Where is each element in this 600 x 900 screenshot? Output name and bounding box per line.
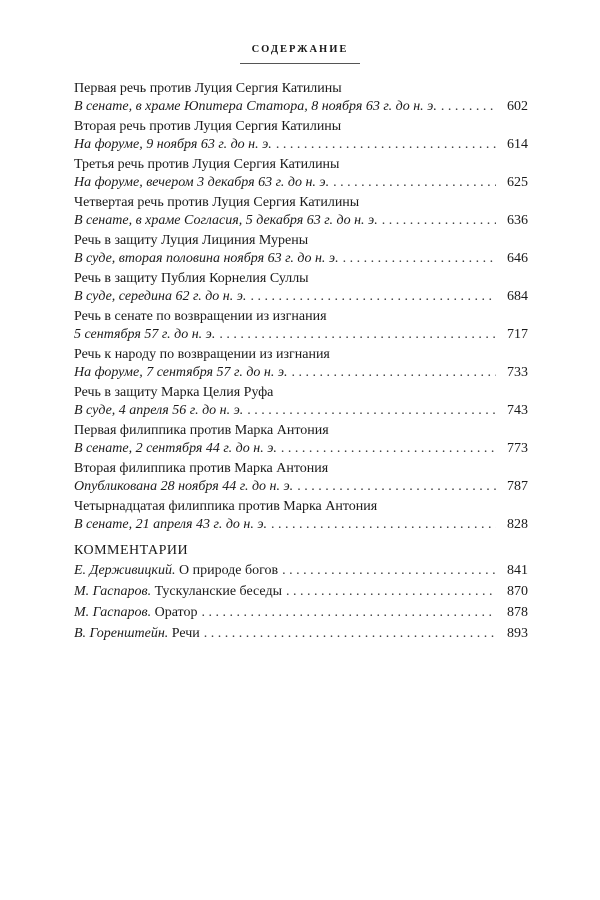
toc-entry [74,194,528,230]
comment-entry [74,583,528,601]
dot-leader [282,562,496,580]
dot-leader [441,98,496,116]
comment-author: М. Гаспаров. [74,584,152,599]
comment-entry [74,604,528,622]
speech-subtitle-line [74,364,528,382]
speech-title: Речь в защиту Марка Целия Руфа [74,385,274,400]
comment-author: Е. Держивицкий. [74,563,176,578]
speech-subtitle-line [74,326,528,344]
dot-leader [219,326,496,344]
comment-text [74,562,278,580]
dot-leader [281,440,496,458]
toc-entry [74,498,528,534]
speech-subtitle: Опубликована 28 ноября 44 г. до н. э. [74,479,294,494]
speech-title: Вторая речь против Луция Сергия Катилины [74,119,342,134]
dot-leader [297,478,496,496]
speech-title: Третья речь против Луция Сергия Катилины [74,157,340,172]
speech-subtitle: В сенате, в храме Юпитера Статора, 8 ноября 63 г. до н. э. [74,99,437,114]
speech-subtitle-line [74,402,528,420]
comments-toc [74,562,528,646]
title-rule [240,63,360,64]
comments-heading: КОММЕНТАРИИ [74,543,189,558]
toc-entry [74,384,528,420]
speech-subtitle: В сенате, 2 сентября 44 г. до н. э. [74,441,277,456]
toc-entry [74,460,528,496]
speech-subtitle: В сенате, в храме Согласия, 5 декабря 63 г. до н. э. [74,213,378,228]
page-number: 614 [507,137,528,152]
comment-text [74,604,197,622]
comment-author: В. Горенштейн. [74,626,169,641]
running-title: СОДЕРЖАНИЕ [251,44,349,55]
speech-subtitle-line [74,440,528,458]
comment-title: Оратор [151,605,198,620]
page-number: 743 [507,403,528,418]
speech-subtitle-line [74,174,528,192]
speech-subtitle: На форуме, 7 сентября 57 г. до н. э. [74,365,288,380]
toc-entry [74,308,528,344]
dot-leader [247,402,496,420]
page-number: 773 [507,441,528,456]
dot-leader [250,288,496,306]
speech-subtitle: В суде, вторая половина ноября 63 г. до н. э. [74,251,339,266]
page-number: 717 [507,327,528,342]
comment-entry [74,562,528,580]
page-number: 684 [507,289,528,304]
speech-title: Речь в защиту Публия Корнелия Суллы [74,271,309,286]
speech-title: Речь в сенате по возвращении из изгнания [74,309,327,324]
page-number: 828 [507,517,528,532]
speech-title: Вторая филиппика против Марка Антония [74,461,329,476]
speech-subtitle-line [74,212,528,230]
dot-leader [271,516,496,534]
speech-subtitle: На форуме, 9 ноября 63 г. до н. э. [74,137,272,152]
comment-title: Тускуланские беседы [151,584,282,599]
speech-title: Четырнадцатая филиппика против Марка Антония [74,499,378,514]
page-number: 893 [507,626,528,641]
page-number: 636 [507,213,528,228]
toc-entry [74,346,528,382]
speech-subtitle-line [74,250,528,268]
speech-subtitle: В суде, середина 62 г. до н. э. [74,289,247,304]
speech-title: Речь к народу по возвращении из изгнания [74,347,330,362]
speech-subtitle-line [74,98,528,116]
page-number: 878 [507,605,528,620]
speech-subtitle-line [74,516,528,534]
page-number: 646 [507,251,528,266]
page-number: 841 [507,563,528,578]
speech-subtitle-line [74,478,528,496]
comment-text [74,583,282,601]
speech-title: Первая речь против Луция Сергия Катилины [74,81,342,96]
dot-leader [382,212,496,230]
speech-title: Речь в защиту Луция Лициния Мурены [74,233,309,248]
toc-entry [74,270,528,306]
toc-entry [74,80,528,116]
speech-subtitle-line [74,288,528,306]
speech-subtitle: В суде, 4 апреля 56 г. до н. э. [74,403,244,418]
dot-leader [292,364,496,382]
page-number: 625 [507,175,528,190]
speech-title: Первая филиппика против Марка Антония [74,423,329,438]
comment-title: Речи [168,626,200,641]
toc-entry [74,156,528,192]
comment-title: О природе богов [175,563,279,578]
page-number: 602 [507,99,528,114]
page-number: 870 [507,584,528,599]
dot-leader [286,583,496,601]
dot-leader [343,250,496,268]
speech-subtitle: В сенате, 21 апреля 43 г. до н. э. [74,517,268,532]
page-number: 787 [507,479,528,494]
speech-title: Четвертая речь против Луция Сергия Катилины [74,195,360,210]
comment-author: М. Гаспаров. [74,605,152,620]
toc-entry [74,422,528,458]
dot-leader [204,625,496,643]
speech-subtitle: 5 сентября 57 г. до н. э. [74,327,216,342]
page-number: 733 [507,365,528,380]
speech-subtitle-line [74,136,528,154]
dot-leader [333,174,496,192]
comment-text [74,625,200,643]
speech-subtitle: На форуме, вечером 3 декабря 63 г. до н. э. [74,175,330,190]
comment-entry [74,625,528,643]
dot-leader [201,604,496,622]
toc-entry [74,232,528,268]
dot-leader [276,136,496,154]
toc-entry [74,118,528,154]
speeches-toc [74,80,528,536]
